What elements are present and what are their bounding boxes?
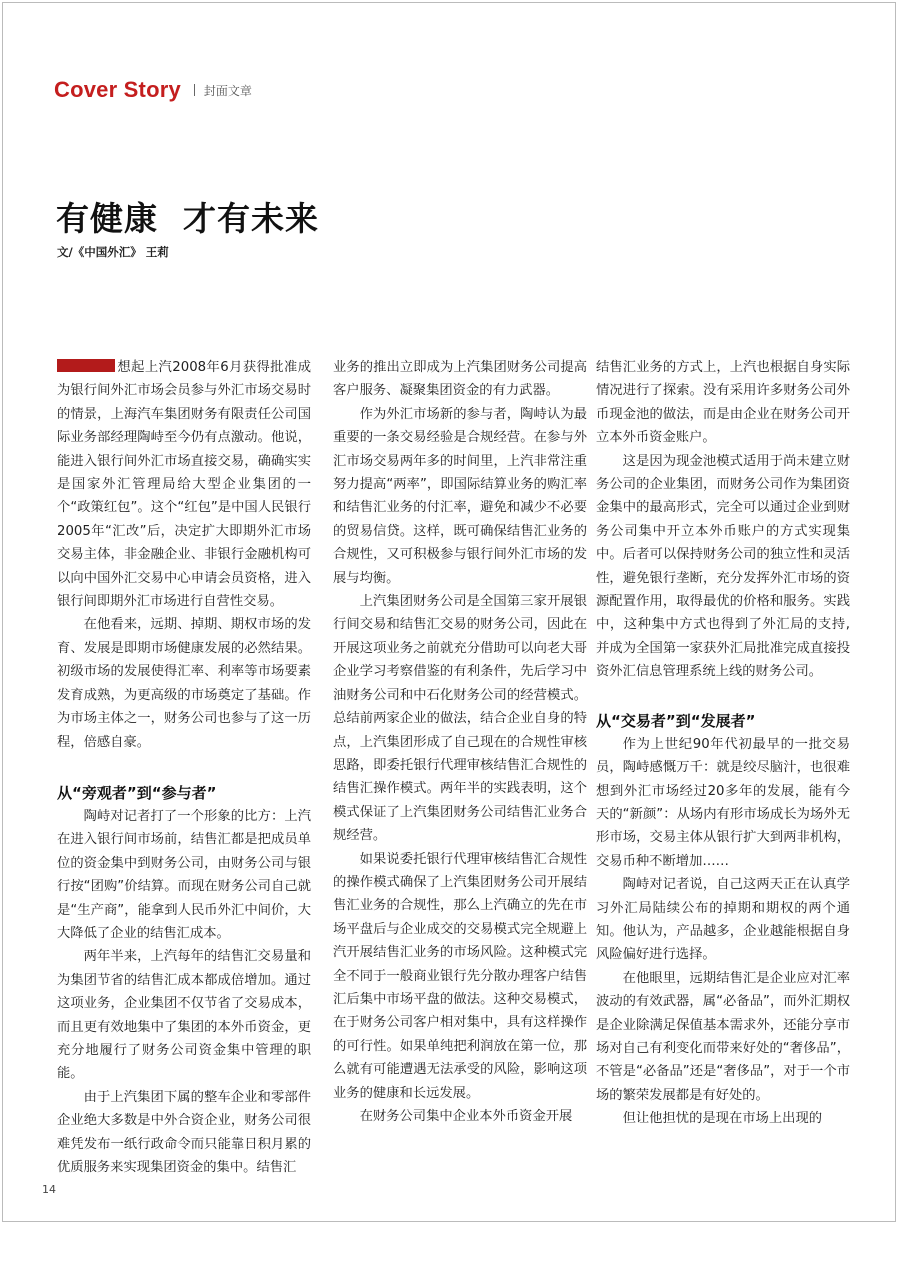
header-divider: [194, 84, 195, 96]
body-paragraph: 陶峙对记者打了一个形象的比方：上汽在进入银行间市场前，结售汇都是把成员单位的资金集中到财务公司，由财务公司与银行按“团购”价结算。而现在财务公司自己就是“生产商”，能拿到人民币外汇中间价，大大降低了企业的结售汇成本。: [57, 808, 311, 941]
body-paragraph: 上汽集团财务公司是全国第三家开展银行间交易和结售汇交易的财务公司，因此在开展这项业务之前就充分借助可以向老大哥企业学习考察借鉴的有利条件，先后学习中油财务公司和中石化财务公司的经营模式。总结前两家企业的做法，结合企业自身的特点，上汽集团形成了自己现在的合规性审核思路，即委托银行代理审核结售汇合规性的结售汇操作模式。两年半的实践表明，这个模式保证了上汽集团财务公司结售汇业务合规经营。: [333, 594, 587, 844]
article-column-2: [333, 356, 587, 1128]
section-heading: 从“交易者”到“发展者”: [596, 711, 756, 730]
body-paragraph: 作为外汇市场新的参与者，陶峙认为最重要的一条交易经验是合规经营。在参与外汇市场交易两年多的时间里，上汽非常注重努力提高“两率”，即国际结算业务的购汇率和结售汇业务的付汇率，避免和减少不必要的贸易信贷。这样，既可确保结售汇业务的合规性，又可积极参与银行间外汇市场的发展与均衡。: [333, 406, 587, 586]
article-column-1: [57, 356, 311, 1179]
section-label-en: Cover Story: [54, 77, 181, 102]
lead-text: 想起上汽2008年6月获得批准成为银行间外汇市场会员参与外汇市场交易时的情景，上海汽车集团财务有限责任公司国际业务部经理陶峙至今仍有点激动。他说，能进入银行间外汇市场直接交易，确确实实是国家外汇管理局给大型企业集团的一个“政策红包”。这个“红包”是中国人民银行2005年“汇改”后，决定扩大即期外汇市场交易主体，非金融企业、非银行金融机构可以向中国外汇交易中心申请会员资格，进入银行间即期外汇市场进行自营性交易。: [57, 360, 311, 610]
body-paragraph: 由于上汽集团下属的整车企业和零部件企业绝大多数是中外合资企业，财务公司很难凭发布一纸行政命令而只能靠日积月累的优质服务来实现集团资金的集中。结售汇: [57, 1089, 311, 1175]
body-paragraph: 这是因为现金池模式适用于尚未建立财务公司的企业集团，而财务公司作为集团资金集中的最高形式，完全可以通过企业到财务公司集中开立本外币账户的方式实现集中。后者可以保持财务公司的独立性和灵活性，避免银行垄断，充分发挥外汇市场的资源配置作用，取得最优的价格和服务。实践中，这种集中方式也得到了外汇局的支持,并成为全国第一家获外汇局批准完成直接投资外汇信息管理系统上线的财务公司。: [596, 453, 850, 680]
body-paragraph: 在财务公司集中企业本外币资金开展: [359, 1109, 573, 1124]
body-paragraph: 作为上世纪90年代初最早的一批交易员，陶峙感慨万千：就是绞尽脑汁，也很难想到外汇市场经过20多年的发展，能有今天的“新颜”：从场内有形市场成长为场外无形市场，交易主体从银行扩大到两非机构，交易币种不断增加……: [596, 736, 850, 869]
lead-red-bar: [57, 359, 115, 372]
section-label-cn: 封面文章: [203, 83, 252, 98]
body-paragraph: 在他看来，远期、掉期、期权市场的发育、发展是即期市场健康发展的必然结果。初级市场的发展使得汇率、利率等市场要素发育成熟，为更高级的市场奠定了基础。作为市场主体之一，财务公司也参与了这一历程，倍感自豪。: [57, 617, 311, 750]
body-paragraph: 陶峙对记者说，自己这两天正在认真学习外汇局陆续公布的掉期和期权的两个通知。他认为，产品越多，企业越能根据自身风险偏好进行选择。: [596, 877, 850, 963]
body-paragraph: 但让他担忧的是现在市场上出现的: [622, 1111, 823, 1127]
section-heading: 从“旁观者”到“参与者”: [57, 783, 217, 802]
body-paragraph-continued: 业务的推出立即成为上汽集团财务公司提高客户服务、凝聚集团资金的有力武器。: [333, 360, 587, 399]
article-title: 有健康 才有未来: [56, 199, 319, 238]
lead-paragraph: [57, 356, 311, 613]
article-column-3: [596, 356, 850, 1131]
body-paragraph: 在他眼里，远期结售汇是企业应对汇率波动的有效武器，属“必备品”，而外汇期权是企业除满足保值基本需求外，还能分享市场对自己有利变化而带来好处的“奢侈品”，不管是“必备品”还是“奢侈品”，对于一个市场的繁荣发展都是有好处的。: [596, 970, 850, 1103]
section-header: [54, 76, 252, 104]
body-paragraph: 两年半来，上汽每年的结售汇交易量和为集团节省的结售汇成本都成倍增加。通过这项业务，企业集团不仅节省了交易成本，而且更有效地集中了集团的本外币资金，更充分地履行了财务公司资金集中管理的职能。: [57, 949, 311, 1082]
article-byline: 文/《中国外汇》 王莉: [57, 245, 169, 259]
body-paragraph: 如果说委托银行代理审核结售汇合规性的操作模式确保了上汽集团财务公司开展结售汇业务的合规性，那么上汽确立的先在市场平盘后与企业成交的交易模式完全规避上汽开展结售汇业务的市场风险。这种模式完全不同于一般商业银行先分散办理客户结售汇后集中市场平盘的做法。这种交易模式，在于财务公司客户相对集中，具有这样操作的可行性。如果单纯把利润放在第一位，那么就有可能遭遇无法承受的风险，影响这项业务的健康和长远发展。: [333, 851, 587, 1101]
page-number: 14: [42, 1183, 56, 1196]
body-paragraph-continued: 结售汇业务的方式上，上汽也根据自身实际情况进行了探索。没有采用许多财务公司外币现金池的做法，而是由企业在财务公司开立本外币资金账户。: [596, 360, 850, 446]
